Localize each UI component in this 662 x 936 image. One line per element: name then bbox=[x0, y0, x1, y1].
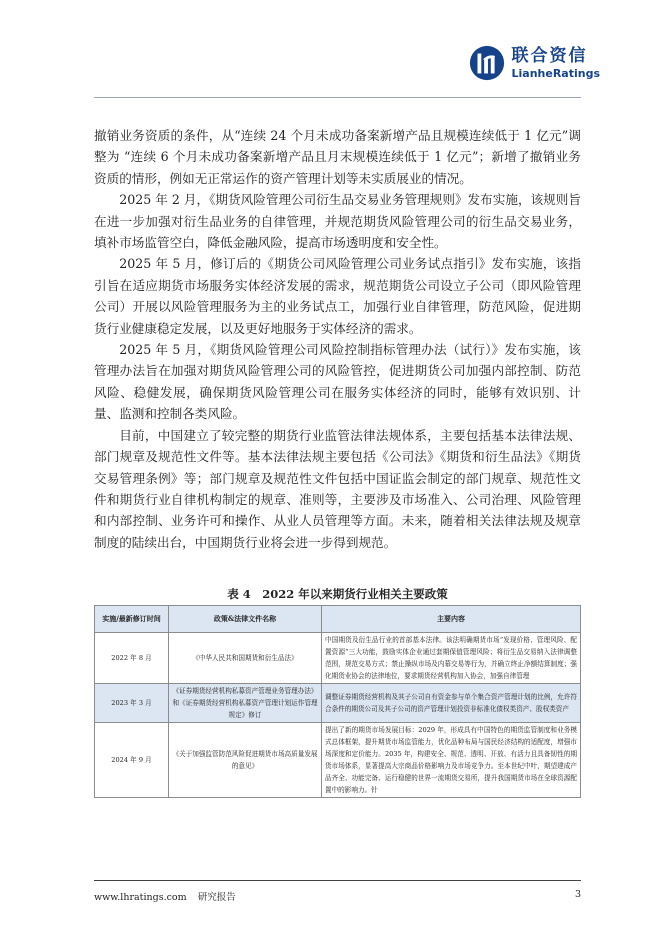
header-divider bbox=[94, 97, 581, 98]
row-date: 2022 年 8 月 bbox=[95, 633, 169, 684]
paragraph-4: 2025 年 5 月，《期货风险管理公司风险控制指标管理办法（试行）》发布实施，该管理办法旨在加强对期货风险管理公司的风险管控，促进期货公司加强内部控制、防范风险、稳健发展，确保期货风险管理公司在服务实体经济的同时，能够有效识别、计量、监测和控制各类风险。 bbox=[94, 342, 581, 422]
footer-divider bbox=[94, 880, 581, 881]
header-content: 主要内容 bbox=[322, 606, 581, 633]
footer-left bbox=[94, 889, 244, 903]
row-content: 中国期货及衍生品行业的首部基本法律。该法明确期货市场“发现价格、管理风险、配置资源”三大功能，鼓励实体企业通过套期保值管理风险；将衍生品交易纳入法律调整范围，规范交易方式；禁止操纵市场及内幕交易等行为，并确立终止净额结算制度；强化期货业协会的法律地位，要求期货经营机构加入协会，加强自律管理 bbox=[322, 633, 581, 684]
row-content: 提出了新的期货市场发展目标：2029 年，形成具有中国特色的期货监管制度和业务模式总体框架，提升期货市场监管能力，优化品种布局与国民经济结构的适配度，增强市场深度和定价能力。2035 年，构建安全、规范、透明、开放、有活力且具备韧性的期货市场体系，显著提高大宗商品价格影响力及市场竞争力。至本世纪中叶，期望建成产品齐全、功能完备、运行稳健的世界一流期货交易所，提升我国期货市场在全球资源配置中的影响力。针 bbox=[322, 723, 581, 798]
table-header-row bbox=[95, 606, 581, 633]
table-row bbox=[95, 633, 581, 684]
paragraph-2: 2025 年 2 月，《期货风险管理公司衍生品交易业务管理规则》发布实施，该规则旨在进一步加强对衍生品业务的自律管理，并规范期货风险管理公司的衍生品交易业务，填补市场监管空白，降低金融风险，提高市场透明度和安全性。 bbox=[94, 192, 581, 251]
paragraph-5: 目前，中国建立了较完整的期货行业监管法律法规体系，主要包括基本法律法规、部门规章及规范性文件等。基本法律法规主要包括《公司法》《期货和衍生品法》《期货交易管理条例》等；部门规章及规范性文件包括中国证监会制定的部门规章、规范性文件和期货行业自律机构制定的规章、准则等，主要涉及市场准入、公司治理、风险管理和内部控制、业务许可和操作、从业人员管理等方面。未来，随着相关法律法规及规章制度的陆续出台，中国期货行业将会进一步得到规范。 bbox=[94, 427, 581, 550]
page-number: 3 bbox=[574, 889, 581, 900]
row-content: 调整证券期货经营机构及其子公司自有资金参与单个集合资产管理计划的比例，允许符合条件的期货公司及其子公司的资产管理计划投资非标准化债权类资产、股权类资产 bbox=[322, 684, 581, 723]
row-policy-name: 《证券期货经营机构私募资产管理业务管理办法》和《证券期货经营机构私募资产管理计划运作管理规定》修订 bbox=[169, 684, 322, 723]
body-text bbox=[94, 125, 581, 553]
header-date: 实施/最新修订时间 bbox=[95, 606, 169, 633]
row-date: 2023 年 3 月 bbox=[95, 684, 169, 723]
policy-table bbox=[94, 605, 581, 798]
logo-english-name: LianheRatings bbox=[511, 66, 600, 80]
table-row bbox=[95, 684, 581, 723]
row-policy-name: 《中华人民共和国期货和衍生品法》 bbox=[169, 633, 322, 684]
logo-chinese-name: 联合资信 bbox=[511, 45, 588, 66]
row-policy-name: 《关于加强监管防范风险促进期货市场高质量发展的意见》 bbox=[169, 723, 322, 798]
table-title: 表 4 2022 年以来期货行业相关主要政策 bbox=[227, 587, 448, 601]
footer-website[interactable]: www.lhratings.com bbox=[94, 892, 187, 903]
row-date: 2024 年 9 月 bbox=[95, 723, 169, 798]
company-logo bbox=[468, 44, 601, 82]
table-row bbox=[95, 723, 581, 798]
header-policy-name: 政策&法律文件名称 bbox=[169, 606, 322, 633]
paragraph-1: 撤销业务资质的条件，从“连续 24 个月未成功备案新增产品且规模连续低于 1 亿元”调整为 “连续 6 个月未成功备案新增产品且月末规模连续低于 1 亿元”；新增了撤销业务资质的情形，例如无正常运作的资产管理计划等未实质展业的情况。 bbox=[94, 128, 581, 186]
footer-doc-type: 研究报告 bbox=[197, 892, 236, 903]
paragraph-3: 2025 年 5 月，修订后的《期货公司风险管理公司业务试点指引》发布实施，该指引旨在适应期货市场服务实体经济发展的需求，规范期货公司设立子公司（即风险管理公司）开展以风险管理服务为主的业务试点工，加强行业自律管理，防范风险，促进期货行业健康稳定发展，以及更好地服务于实体经济的需求。 bbox=[94, 256, 581, 336]
lianhe-logo-icon bbox=[468, 44, 506, 82]
